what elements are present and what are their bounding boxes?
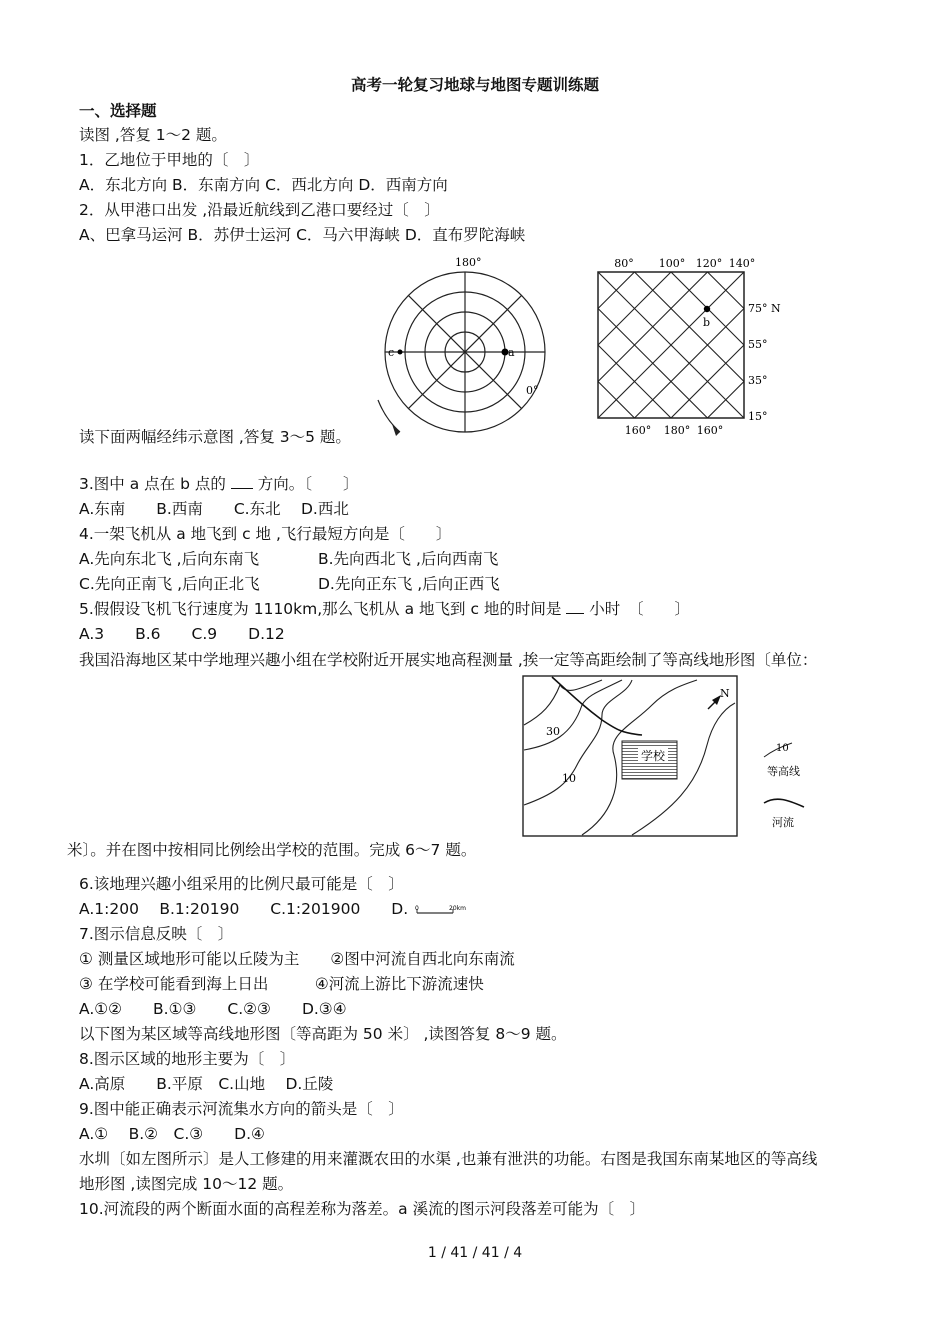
grid-line bbox=[671, 272, 790, 418]
question-5-options: A.3 B.6 C.9 D.12 bbox=[79, 625, 285, 643]
question-2-options: A、巴拿马运河 B．苏伊士运河 C．马六甲海峡 D．直布罗陀海峡 bbox=[79, 226, 526, 244]
polar-graticule-figure bbox=[370, 252, 560, 442]
bottom-label-180: 180° bbox=[663, 424, 691, 437]
legend-river-label: 河流 bbox=[772, 816, 794, 829]
question-7-statements-1: ① 测量区域地形可能以丘陵为主 ②图中河流自西北向东南流 bbox=[79, 950, 515, 968]
rotation-arrow-head bbox=[392, 424, 400, 436]
grid-line bbox=[781, 272, 791, 418]
top-label-140: 140° bbox=[728, 257, 756, 270]
read-instruction-2: 读下面两幅经纬示意图 ,答复 3～5 题。 bbox=[79, 428, 351, 446]
legend-contour-value: 10 bbox=[776, 743, 789, 754]
scale-bar-icon bbox=[413, 903, 473, 917]
point-c-marker bbox=[398, 350, 403, 355]
top-label-120: 120° bbox=[695, 257, 723, 270]
question-2: 2．从甲港口出发 ,沿最近航线到乙港口要经过〔 〕 bbox=[79, 201, 440, 219]
question-3-text: 3.图中 a 点在 b 点的 bbox=[79, 475, 226, 493]
question-1: 1．乙地位于甲地的〔 〕 bbox=[79, 151, 260, 169]
page-footer: 1 / 41 / 41 / 4 bbox=[427, 1245, 523, 1261]
right-label-15: 15° bbox=[748, 410, 768, 423]
point-b-marker bbox=[704, 306, 710, 312]
passage-10-intro: 水圳〔如左图所示〕是人工修建的用来灌溉农田的水渠 ,也兼有泄洪的功能。右图是我国东南某地区的等高线 bbox=[79, 1150, 818, 1168]
question-4-option-d: D.先向正东飞 ,后向正西飞 bbox=[318, 575, 500, 593]
right-label-55: 55° bbox=[748, 338, 768, 351]
top-label-100: 100° bbox=[658, 257, 686, 270]
question-6: 6.该地理兴趣小组采用的比例尺最可能是〔 〕 bbox=[79, 875, 404, 893]
grid-graticule-figure bbox=[590, 252, 790, 442]
passage-10-intro-cont: 地形图 ,读图完成 10～12 题。 bbox=[79, 1175, 294, 1193]
question-1-options: A．东北方向 B．东南方向 C．西北方向 D．西南方向 bbox=[79, 176, 448, 194]
question-4-option-c: C.先向正南飞 ,后向正北飞 bbox=[79, 575, 260, 593]
read-instruction-1: 读图 ,答复 1～2 题。 bbox=[79, 126, 227, 144]
question-4-option-a: A.先向东北飞 ,后向东南飞 bbox=[79, 550, 260, 568]
question-5 bbox=[79, 599, 690, 619]
contour-label-10: 10 bbox=[562, 772, 576, 785]
question-4: 4.一架飞机从 a 地飞到 c 地 ,飞行最短方向是〔 〕 bbox=[79, 525, 452, 543]
question-7: 7.图示信息反映〔 〕 bbox=[79, 925, 234, 943]
label-0: 0° bbox=[526, 384, 539, 397]
question-9: 9.图中能正确表示河流集水方向的箭头是〔 〕 bbox=[79, 1100, 404, 1118]
north-label: N bbox=[720, 687, 730, 700]
question-4-option-b: B.先向西北飞 ,后向西南飞 bbox=[318, 550, 499, 568]
bottom-label-160w: 160° bbox=[624, 424, 652, 437]
grid-line bbox=[590, 272, 598, 418]
answer-blank bbox=[566, 599, 584, 614]
grid-line bbox=[590, 272, 598, 418]
passage-8-intro: 以下图为某区域等高线地形图〔等高距为 50 米〕 ,读图答复 8～9 题。 bbox=[79, 1025, 567, 1043]
passage-6-intro-cont: 米〕。并在图中按相同比例绘出学校的范围。完成 6～7 题。 bbox=[67, 841, 477, 859]
question-3-text-end: 方向。〔 〕 bbox=[257, 475, 359, 493]
grid-line bbox=[590, 272, 671, 418]
legend-river-sample bbox=[764, 799, 804, 807]
top-label-80: 80° bbox=[614, 257, 634, 270]
grid-line bbox=[590, 272, 671, 418]
rotation-arrow-curve bbox=[378, 400, 400, 432]
legend-contour-label: 等高线 bbox=[767, 765, 800, 778]
right-label-75n: 75° N bbox=[748, 302, 781, 315]
school-label: 学校 bbox=[640, 749, 666, 763]
answer-blank bbox=[231, 474, 253, 489]
right-label-35: 35° bbox=[748, 374, 768, 387]
scale-length: 20km bbox=[449, 904, 467, 912]
contour-label-30: 30 bbox=[546, 725, 560, 738]
section-heading: 一、选择题 bbox=[79, 102, 157, 120]
question-9-options: A.① B.② C.③ D.④ bbox=[79, 1125, 265, 1143]
bottom-label-160e: 160° bbox=[696, 424, 724, 437]
question-6-options bbox=[79, 899, 473, 919]
contour-map-figure bbox=[522, 675, 822, 840]
question-10: 10.河流段的两个断面水面的高程差称为落差。a 溪流的图示河段落差可能为〔 〕 bbox=[79, 1200, 646, 1218]
scale-zero: 0 bbox=[415, 904, 419, 912]
question-8-options: A.高原 B.平原 C.山地 D.丘陵 bbox=[79, 1075, 334, 1093]
label-b: b bbox=[703, 316, 711, 329]
label-c: c bbox=[388, 346, 395, 359]
grid-line bbox=[671, 272, 790, 418]
question-5-text-end: 小时 〔 〕 bbox=[589, 600, 691, 618]
passage-6-intro: 我国沿海地区某中学地理兴趣小组在学校附近开展实地高程测量 ,挨一定等高距绘制了等高线地形图〔单位： bbox=[79, 651, 818, 669]
question-7-statements-2: ③ 在学校可能看到海上日出 ④河流上游比下游流速快 bbox=[79, 975, 484, 993]
question-7-options: A.①② B.①③ C.②③ D.③④ bbox=[79, 1000, 347, 1018]
question-8: 8.图示区域的地形主要为〔 〕 bbox=[79, 1050, 296, 1068]
question-3-options: A.东南 B.西南 C.东北 D.西北 bbox=[79, 500, 349, 518]
question-5-text: 5.假假设飞机飞行速度为 1110km,那么飞机从 a 地飞到 c 地的时间是 bbox=[79, 600, 562, 618]
question-6-options-text: A.1:200 B.1:20190 C.1:201900 D. bbox=[79, 900, 409, 918]
page-title: 高考一轮复习地球与地图专题训练题 bbox=[350, 76, 599, 94]
question-3 bbox=[79, 474, 358, 494]
label-a: a bbox=[508, 346, 515, 359]
label-180: 180° bbox=[455, 256, 482, 269]
